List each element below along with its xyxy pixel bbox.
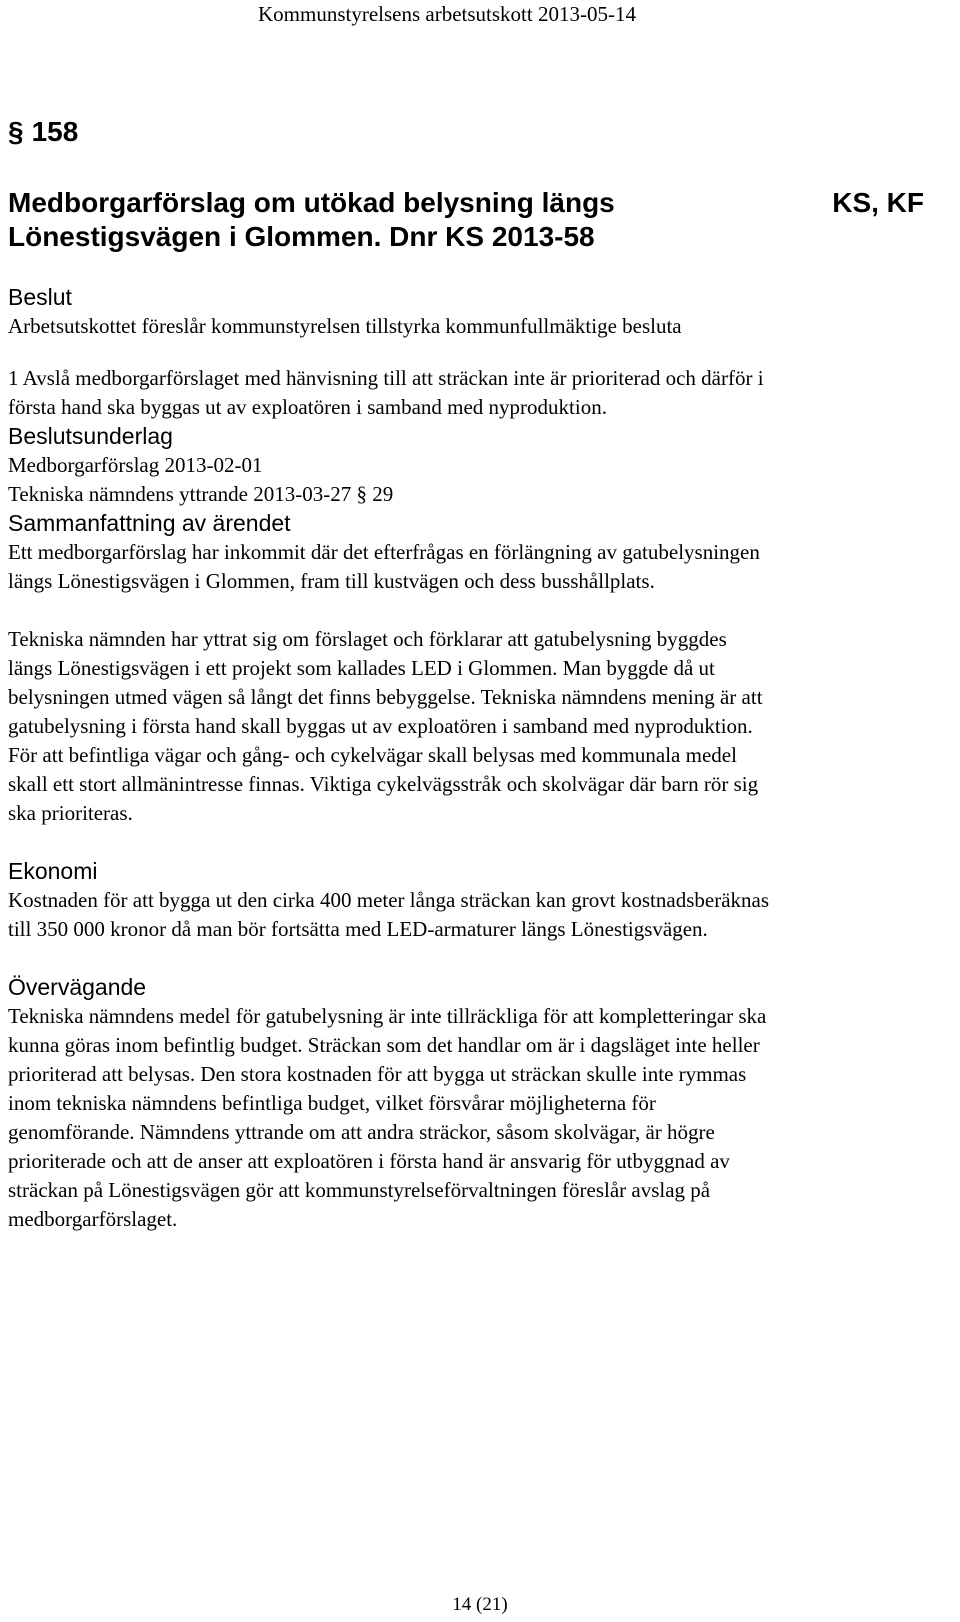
section-heading-beslutsunderlag: Beslutsunderlag xyxy=(8,423,173,449)
text-line: Ett medborgarförslag har inkommit där det efterfrågas en förlängning av gatubelysningen xyxy=(8,540,760,564)
section-sammanfattning xyxy=(8,509,938,828)
text-line: prioriterade och att de anser att exploatören i första hand är ansvarig för utbyggnad av xyxy=(8,1149,730,1173)
text-line: inom tekniska nämndens befintliga budget, vilket försvårar möjligheterna för xyxy=(8,1091,656,1115)
text-line: gatubelysning i första hand skall byggas ut av exploatören i samband med nyproduktion. xyxy=(8,714,753,738)
text-line: ska prioriteras. xyxy=(8,801,133,825)
overvagande-paragraph xyxy=(8,1002,938,1234)
ekonomi-paragraph xyxy=(8,886,938,944)
text-line: längs Lönestigsvägen i ett projekt som kallades LED i Glommen. Man byggde då ut xyxy=(8,656,715,680)
document-body xyxy=(8,283,938,1234)
sammanfattning-paragraph-2 xyxy=(8,625,938,828)
text-line: Tekniska nämndens medel för gatubelysning är inte tillräckliga för att kompletteringar ska xyxy=(8,1004,767,1028)
sammanfattning-paragraph-1 xyxy=(8,538,938,596)
beslutsunderlag-list xyxy=(8,451,938,509)
text-line: sträckan på Lönestigsvägen gör att kommunstyrelseförvaltningen föreslår avslag på xyxy=(8,1178,711,1202)
paragraph-number-value: 158 xyxy=(31,116,79,147)
section-overvagande xyxy=(8,973,938,1234)
section-heading-sammanfattning: Sammanfattning av ärendet xyxy=(8,510,291,536)
section-ekonomi xyxy=(8,857,938,944)
text-line: Tekniska nämnden har yttrat sig om förslaget och förklarar att gatubelysning byggdes xyxy=(8,627,727,651)
underlag-item: Tekniska nämndens yttrande 2013-03-27 § 29 xyxy=(8,482,394,506)
section-heading-ekonomi: Ekonomi xyxy=(8,858,98,884)
text-line: 1 Avslå medborgarförslaget med hänvisning till att sträckan inte är prioriterad och därför i xyxy=(8,366,764,390)
section-heading-beslut: Beslut xyxy=(8,284,72,310)
section-beslut xyxy=(8,283,938,422)
text-line: längs Lönestigsvägen i Glommen, fram till kustvägen och dess busshållplats. xyxy=(8,569,655,593)
title-line-1: Medborgarförslag om utökad belysning längs xyxy=(8,187,615,218)
beslut-intro xyxy=(8,312,938,341)
text-line: medborgarförslaget. xyxy=(8,1207,178,1231)
text-line: kunna göras inom befintlig budget. Sträckan som det handlar om är i dagsläget inte heller xyxy=(8,1033,760,1057)
text-line: skall ett stort allmänintresse finnas. Viktiga cykelvägsstråk och skolvägar där barn rör sig xyxy=(8,772,759,796)
text-line: prioriterad att belysas. Den stora kostnaden för att bygga ut sträckan skulle inte rymmas xyxy=(8,1062,747,1086)
text-line: belysningen utmed vägen så långt det finns bebyggelse. Tekniska nämndens mening är att xyxy=(8,685,763,709)
recipients: KS, KF xyxy=(832,187,924,218)
page-number: 14 (21) xyxy=(452,1594,508,1615)
text-line: För att befintliga vägar och gång- och cykelvägar skall belysas med kommunala medel xyxy=(8,743,737,767)
document-title xyxy=(8,186,808,254)
text-line: till 350 000 kronor då man bör fortsätta med LED-armaturer längs Lönestigsvägen. xyxy=(8,917,708,941)
title-line-2: Lönestigsvägen i Glommen. Dnr KS 2013-58 xyxy=(8,221,595,252)
section-heading-overvagande: Övervägande xyxy=(8,974,147,1000)
text-line: första hand ska byggas ut av exploatören i samband med nyproduktion. xyxy=(8,395,607,419)
section-sign: § xyxy=(8,116,24,147)
text-line: Arbetsutskottet föreslår kommunstyrelsen tillstyrka kommunfullmäktige besluta xyxy=(8,314,682,338)
text-line: Kostnaden för att bygga ut den cirka 400 meter långa sträckan kan grovt kostnadsberäknas xyxy=(8,888,770,912)
section-beslutsunderlag xyxy=(8,422,938,509)
paragraph-number xyxy=(8,116,78,148)
text-line: genomförande. Nämndens yttrande om att andra sträckor, såsom skolvägar, är högre xyxy=(8,1120,715,1144)
beslut-item-1 xyxy=(8,364,938,422)
running-header: Kommunstyrelsens arbetsutskott 2013-05-14 xyxy=(258,2,636,26)
underlag-item: Medborgarförslag 2013-02-01 xyxy=(8,453,263,477)
